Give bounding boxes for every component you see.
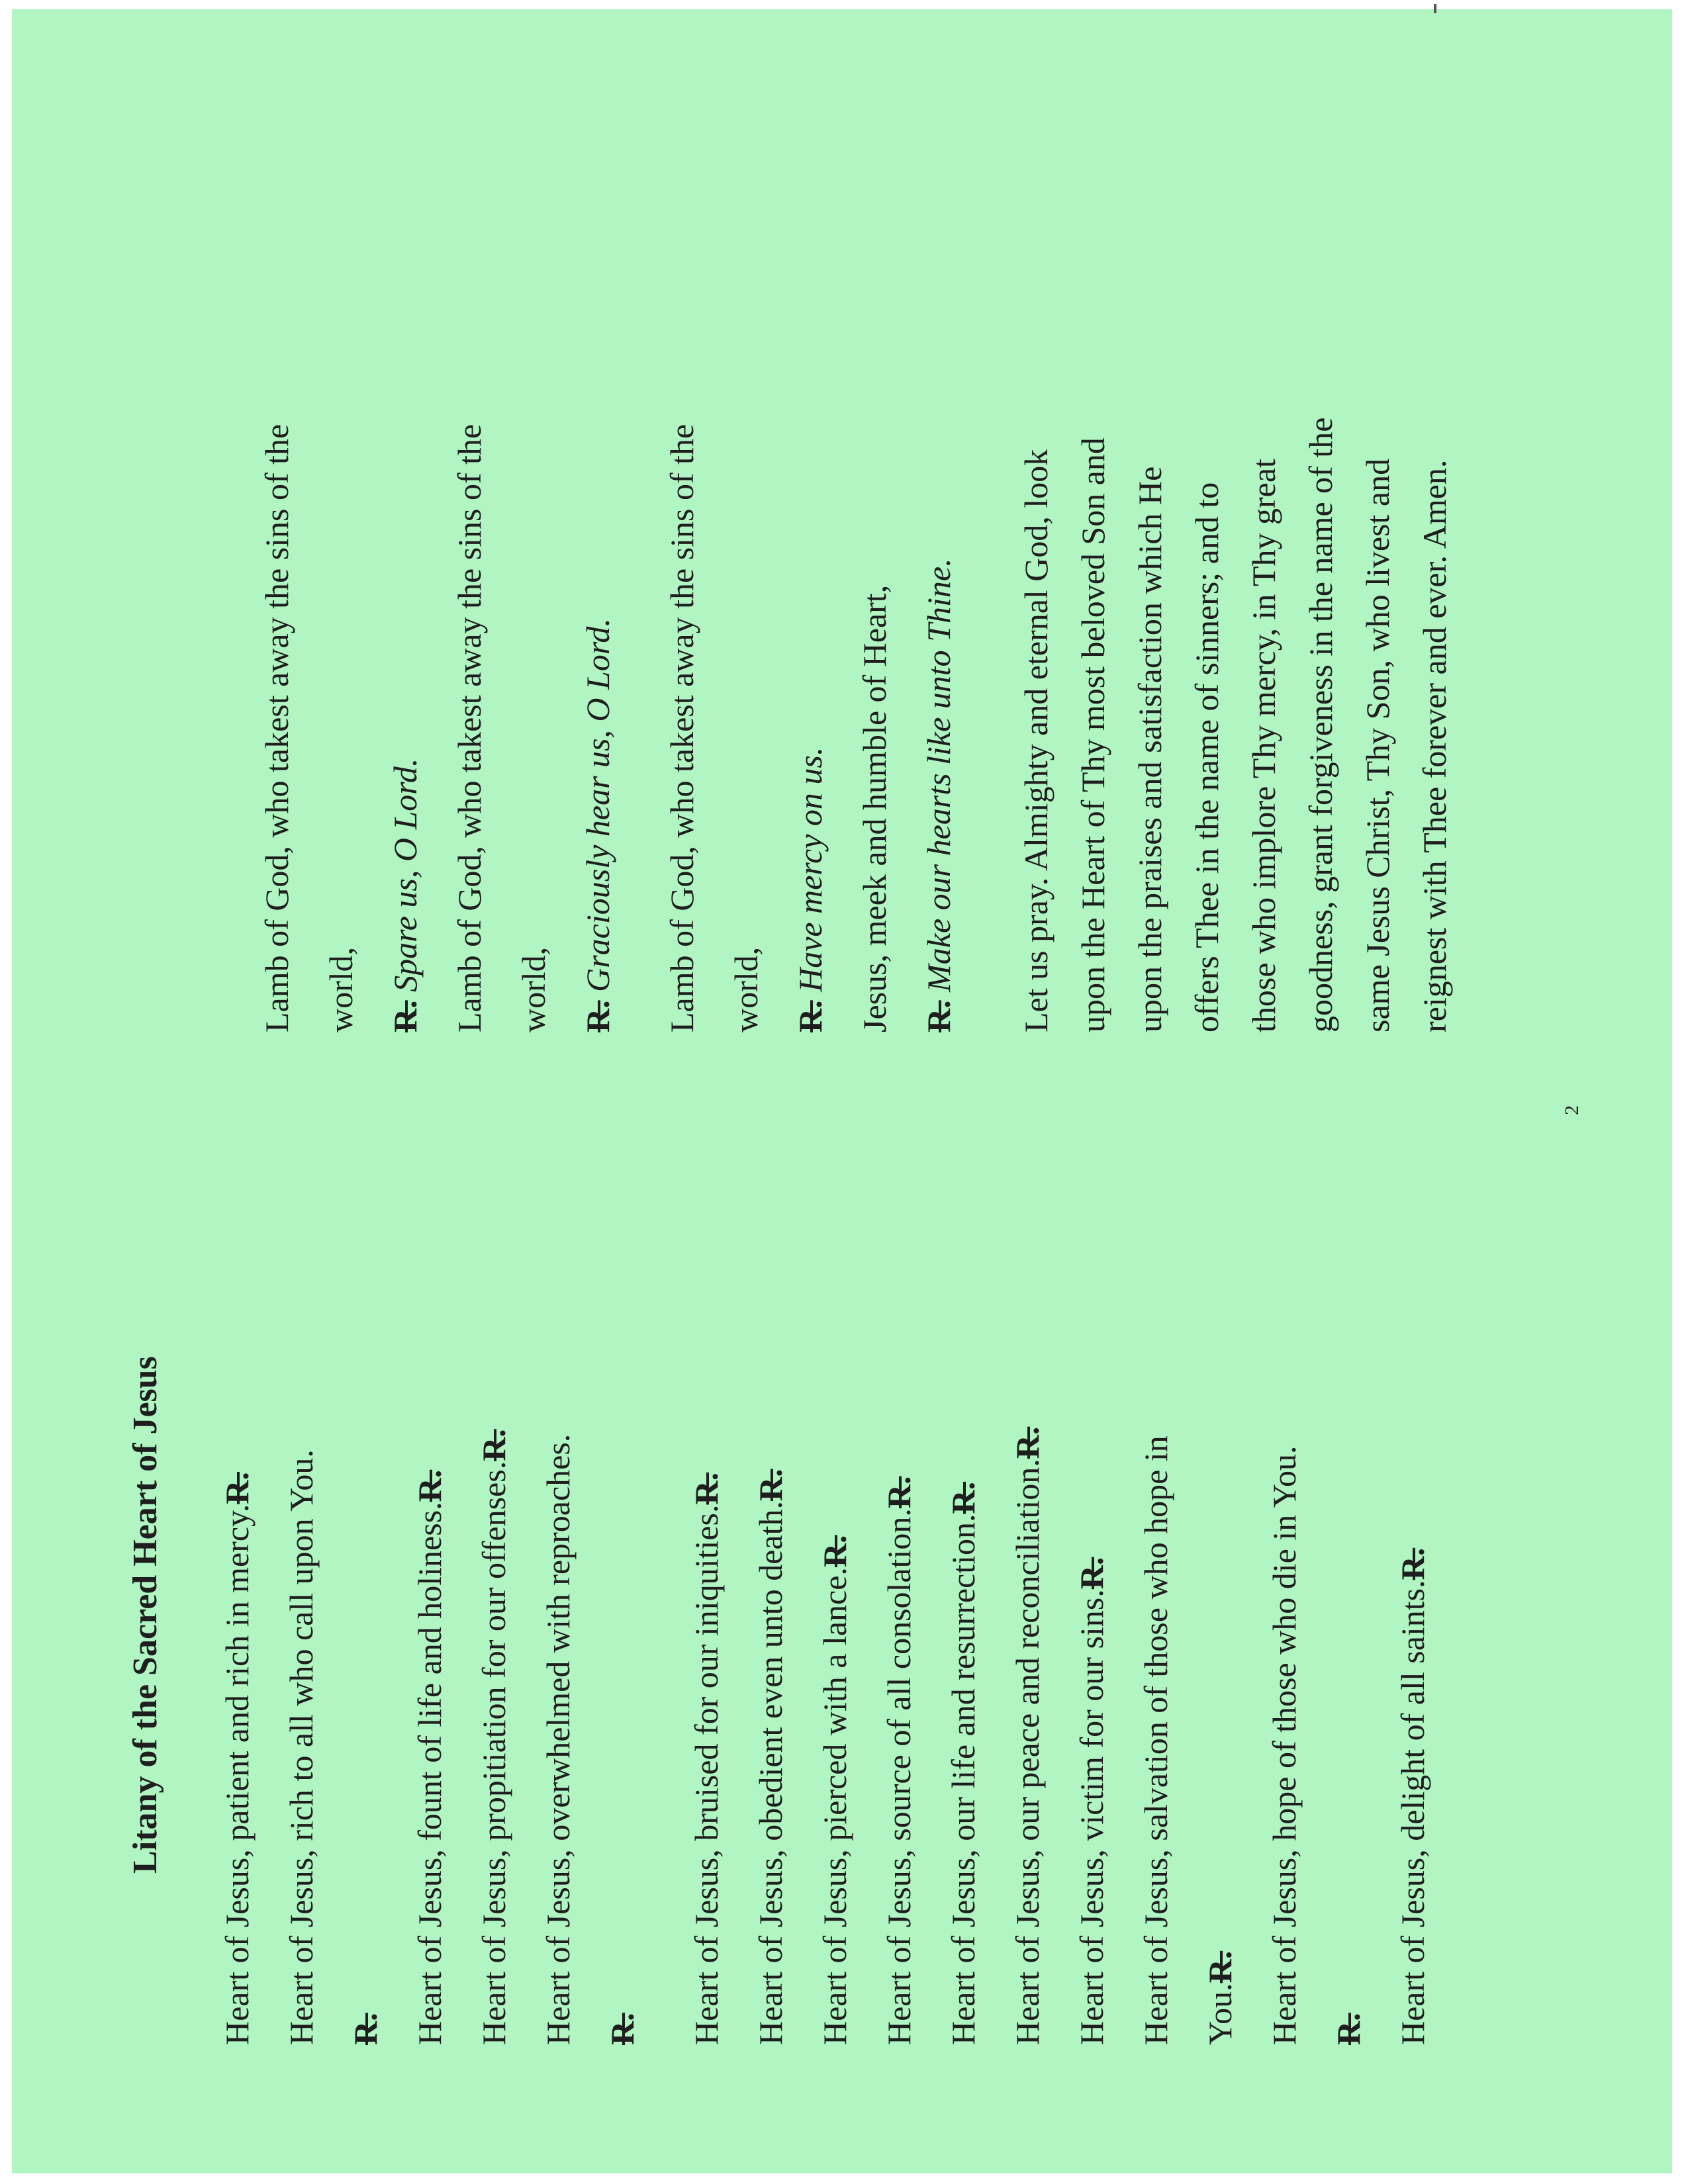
response-text: Spare us, O Lord. [387,758,424,992]
invocation-text: Heart of Jesus, overwhelmed with reproaches. [539,1433,577,2045]
response-symbol: R. [1009,1426,1046,1459]
invocation-text: Heart of Jesus, bruised for our iniquities. [688,1504,725,2045]
right-column [245,79,1463,1032]
response-text: Make our hearts like unto Thine. [920,558,957,992]
invocation-text: Heart of Jesus, rich to all who call upon You. [283,1449,320,2045]
invocation-text: Heart of Jesus, patient and rich in mercy. [218,1504,256,2045]
invocation-text: Heart of Jesus, obedient even unto death. [752,1501,789,2045]
invocation-text: Heart of Jesus, our peace and reconciliation. [1009,1459,1046,2045]
invocation-line [1124,1052,1188,2045]
response-line [907,79,971,1032]
response-symbol: R. [218,1472,256,1504]
lamb-line: world, [727,946,765,1032]
invocation-line [526,1052,590,2045]
invocation-text: Heart of Jesus, pierced with a lance. [816,1567,853,2045]
response-symbol: R. [792,1000,829,1032]
response-symbol: R. [387,1000,424,1032]
jesus-line: Jesus, meek and humble of Heart, [856,584,893,1032]
prayer-line: Let us pray. Almighty and eternal God, look [1017,449,1055,1032]
response-symbol: R. [1330,2013,1367,2045]
invocation-line [675,1052,739,2045]
invocation-text: You. [1201,1983,1239,2045]
invocation-line [1252,1052,1317,2045]
invocation-line [334,1052,398,2045]
response-symbol: R. [816,1535,853,1568]
response-symbol: R. [688,1472,725,1505]
invocation-text: Heart of Jesus, propitiation for our offenses. [475,1461,512,2045]
lamb-line: world, [322,946,359,1032]
invocation-line [867,1052,931,2045]
prayer-line: upon the praises and satisfaction which He [1131,466,1168,1032]
left-column [205,1052,1445,2045]
response-line [778,79,843,1032]
invocation-text: Heart of Jesus, fount of life and holiness. [411,1502,448,2045]
prayer-line: offers Thee in the name of sinners; and to [1188,482,1225,1032]
invocation-line [931,1052,996,2045]
response-text: Have mercy on us. [792,747,829,992]
response-symbol: R. [579,1000,616,1032]
prayer-line: same Jesus Christ, Thy Son, who livest and [1359,458,1396,1032]
page-number: 2 [1561,1105,1583,1115]
response-line [566,79,630,1032]
response-symbol: R. [880,1476,917,1509]
lamb-line: world, [515,946,552,1032]
rotated-page [26,40,1655,2144]
response-symbol: R. [945,1481,982,1514]
response-text: Graciously hear us, O Lord. [579,618,616,992]
invocation-line [996,1052,1060,2045]
invocation-text: Heart of Jesus, salvation of those who hope in [1137,1435,1174,2045]
invocation-line [590,1052,655,2045]
response-symbol: R. [1394,1547,1431,1580]
response-symbol: R. [604,2013,641,2045]
invocation-line [462,1052,526,2045]
invocation-line [1060,1052,1124,2045]
invocation-text: Heart of Jesus, hope of those who die in You. [1266,1445,1303,2045]
lamb-line: Lamb of God, who takest away the sins of the [663,424,700,1032]
response-symbol: R. [1201,1950,1239,1983]
scan-speck [1434,4,1436,13]
prayer-line: goodness, grant forgiveness in the name of the [1302,417,1339,1032]
invocation-text: Heart of Jesus, victim for our sins. [1073,1589,1110,2045]
invocation-line [205,1052,269,2045]
response-symbol: R. [411,1469,448,1502]
invocation-line [1317,1052,1381,2045]
invocation-line [803,1052,867,2045]
page-title: Litany of the Sacred Heart of Jesus [126,1356,164,1874]
lamb-line: Lamb of God, who takest away the sins of the [258,424,295,1032]
invocation-line [1381,1052,1445,2045]
invocation-line [739,1052,803,2045]
prayer-line: reignest with Thee forever and ever. Amen. [1416,459,1453,1032]
invocation-text: Heart of Jesus, source of all consolation. [880,1508,917,2045]
response-line [373,79,438,1032]
prayer-line: upon the Heart of Thy most beloved Son and [1074,437,1111,1032]
response-symbol: R. [752,1469,789,1502]
response-symbol: R. [347,2013,384,2045]
invocation-line [269,1052,334,2045]
response-symbol: R. [1073,1557,1110,1590]
lamb-line: Lamb of God, who takest away the sins of the [451,424,488,1032]
invocation-text: Heart of Jesus, our life and resurrection. [945,1514,982,2045]
response-symbol: R. [475,1429,512,1461]
prayer-line: those who implore Thy mercy, in Thy great [1245,459,1282,1032]
invocation-text: Heart of Jesus, delight of all saints. [1394,1580,1431,2045]
invocation-line [1188,1052,1252,2045]
response-symbol: R. [920,1000,957,1032]
invocation-line [398,1052,462,2045]
